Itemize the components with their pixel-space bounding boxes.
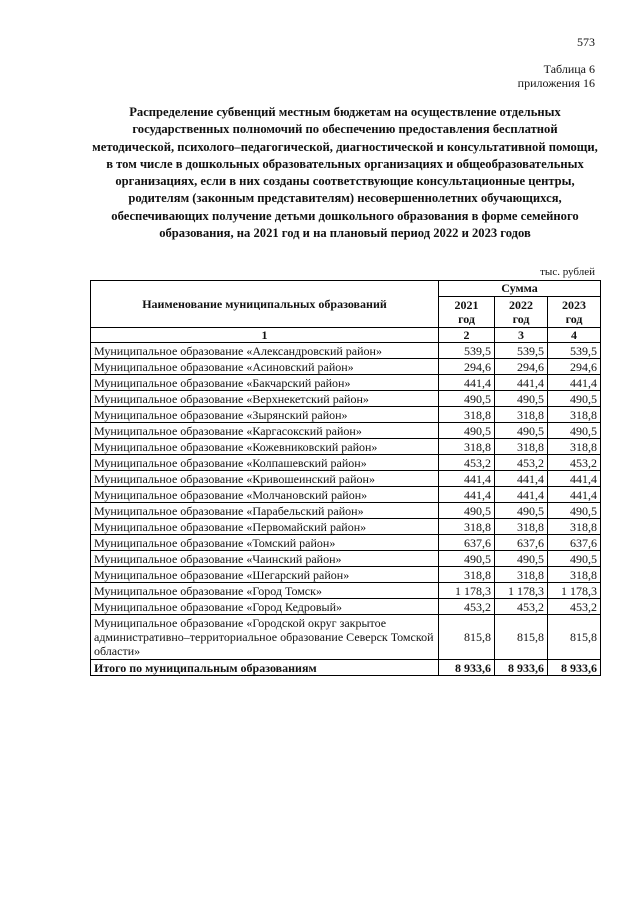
municipality-name: Муниципальное образование «Молчановский район» [91,487,439,503]
amount-2022: 490,5 [495,551,548,567]
amount-2023: 294,6 [548,359,601,375]
year-suffix: год [512,312,530,326]
table-row [91,599,601,615]
table-row [91,423,601,439]
amount-2021: 539,5 [439,343,495,359]
year-suffix: год [565,312,583,326]
header-sum: Сумма [439,281,601,297]
amount-2023: 490,5 [548,551,601,567]
amount-2022: 1 178,3 [495,583,548,599]
municipality-name: Муниципальное образование «Александровский район» [91,343,439,359]
municipality-name: Муниципальное образование «Парабельский район» [91,503,439,519]
table-row [91,615,601,660]
amount-2022: 318,8 [495,519,548,535]
municipality-name: Муниципальное образование «Кожевниковский район» [91,439,439,455]
amount-2023: 815,8 [548,615,601,660]
amount-2021: 318,8 [439,407,495,423]
amount-2022: 318,8 [495,407,548,423]
amount-2023: 8 933,6 [548,660,601,676]
amount-2023: 441,4 [548,375,601,391]
municipality-name: Муниципальное образование «Чаинский район» [91,551,439,567]
annex-reference [518,62,595,90]
amount-2021: 453,2 [439,455,495,471]
municipality-name: Муниципальное образование «Шегарский район» [91,567,439,583]
amount-2023: 1 178,3 [548,583,601,599]
municipality-name: Муниципальное образование «Верхнекетский район» [91,391,439,407]
amount-2023: 318,8 [548,567,601,583]
amount-2022: 441,4 [495,375,548,391]
amount-2022: 453,2 [495,455,548,471]
amount-2023: 490,5 [548,391,601,407]
table-row [91,343,601,359]
table-row [91,535,601,551]
header-municipality: Наименование муниципальных образований [91,281,439,328]
amount-2022: 539,5 [495,343,548,359]
table-row [91,519,601,535]
amount-2023: 318,8 [548,407,601,423]
table-row [91,567,601,583]
amount-2023: 490,5 [548,423,601,439]
page-number: 573 [577,35,595,49]
year-label: 2022 [509,298,533,312]
units-label: тыс. рублей [540,266,595,278]
table-row [91,503,601,519]
municipality-name: Муниципальное образование «Первомайский район» [91,519,439,535]
amount-2023: 318,8 [548,439,601,455]
municipality-name: Муниципальное образование «Зырянский район» [91,407,439,423]
amount-2022: 453,2 [495,599,548,615]
amount-2021: 637,6 [439,535,495,551]
table-row [91,359,601,375]
table-row [91,487,601,503]
year-label: 2023 [562,298,587,312]
table-row [91,471,601,487]
annex-appendix-label: приложения 16 [517,76,595,90]
total-row [91,660,601,676]
column-number: 4 [548,328,601,343]
municipality-name: Муниципальное образование «Асиновский район» [91,359,439,375]
municipality-name: Муниципальное образование «Томский район» [91,535,439,551]
amount-2022: 441,4 [495,487,548,503]
amount-2021: 490,5 [439,391,495,407]
amount-2023: 637,6 [548,535,601,551]
amount-2021: 441,4 [439,471,495,487]
amount-2023: 318,8 [548,519,601,535]
amount-2022: 441,4 [495,471,548,487]
amount-2022: 815,8 [495,615,548,660]
amount-2023: 453,2 [548,599,601,615]
table-row [91,583,601,599]
table-row [91,375,601,391]
amount-2021: 490,5 [439,551,495,567]
table-row [91,407,601,423]
table-row [91,455,601,471]
municipality-name: Муниципальное образование «Город Томск» [91,583,439,599]
amount-2022: 294,6 [495,359,548,375]
annex-table-label: Таблица 6 [543,62,595,76]
subsidy-table [90,280,601,676]
amount-2021: 490,5 [439,503,495,519]
column-number: 3 [495,328,548,343]
amount-2021: 441,4 [439,487,495,503]
amount-2021: 1 178,3 [439,583,495,599]
amount-2022: 637,6 [495,535,548,551]
amount-2023: 453,2 [548,455,601,471]
amount-2023: 441,4 [548,487,601,503]
amount-2021: 318,8 [439,519,495,535]
amount-2022: 490,5 [495,423,548,439]
municipality-name: Муниципальное образование «Бакчарский район» [91,375,439,391]
amount-2022: 318,8 [495,439,548,455]
amount-2021: 318,8 [439,567,495,583]
amount-2021: 441,4 [439,375,495,391]
amount-2021: 318,8 [439,439,495,455]
table-row [91,391,601,407]
amount-2023: 490,5 [548,503,601,519]
amount-2023: 539,5 [548,343,601,359]
amount-2022: 490,5 [495,503,548,519]
municipality-name: Муниципальное образование «Город Кедровый» [91,599,439,615]
amount-2021: 453,2 [439,599,495,615]
document-title: Распределение субвенций местным бюджетам на осуществление отдельных государственных полномочий по обеспечению предоставления бесплатной методической, психолого–педагогической, диагностической и консультативной помощи, в том числе в дошкольных образовательных организациях и общеобразовательных организациях, если в них созданы соответствующие консультационные центры, родителям (законным представителям) несовершеннолетних обучающихся, обеспечивающих получение детьми дошкольного образования в форме семейного образования, на 2021 год и на плановый период 2022 и 2023 годов [92,105,598,241]
table-row [91,439,601,455]
amount-2022: 490,5 [495,391,548,407]
year-suffix: год [458,312,475,326]
municipality-name: Муниципальное образование «Кривошеинский район» [91,471,439,487]
municipality-name: Муниципальное образование «Колпашевский район» [91,455,439,471]
header-year-2022 [495,297,548,328]
amount-2021: 294,6 [439,359,495,375]
amount-2023: 441,4 [548,471,601,487]
municipality-name: Муниципальное образование «Городской округ закрытое административно–территориальное образование Северск Томской области» [91,615,439,660]
column-number: 2 [439,328,495,343]
header-year-2023 [548,297,601,328]
amount-2021: 490,5 [439,423,495,439]
amount-2021: 8 933,6 [439,660,495,676]
table-row [91,551,601,567]
year-label: 2021 [454,298,479,312]
column-number: 1 [91,328,439,343]
municipality-name: Муниципальное образование «Каргасокский район» [91,423,439,439]
amount-2021: 815,8 [439,615,495,660]
amount-2022: 8 933,6 [495,660,548,676]
header-year-2021 [439,297,495,328]
municipality-name: Итого по муниципальным образованиям [91,660,439,676]
amount-2022: 318,8 [495,567,548,583]
